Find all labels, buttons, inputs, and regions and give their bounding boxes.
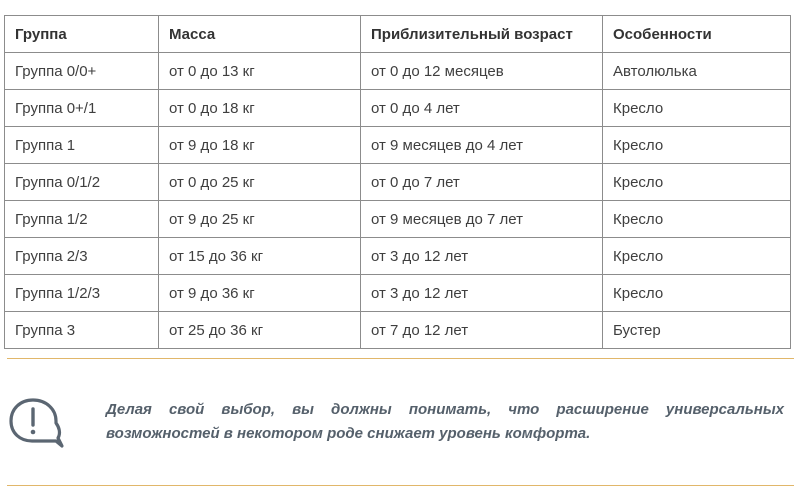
cell-mass: от 9 до 18 кг [159,127,361,164]
cell-age: от 0 до 4 лет [361,90,603,127]
table-row [5,53,791,90]
table-row [5,312,791,349]
divider-bottom [7,485,794,486]
header-group: Группа [5,16,159,53]
cell-group: Группа 1/2/3 [5,275,159,312]
divider-top [7,358,794,359]
cell-features: Кресло [603,127,791,164]
cell-age: от 3 до 12 лет [361,275,603,312]
table-header-row [5,16,791,53]
cell-age: от 7 до 12 лет [361,312,603,349]
cell-features: Кресло [603,238,791,275]
cell-group: Группа 1/2 [5,201,159,238]
exclamation-speech-bubble-icon [8,397,64,449]
cell-group: Группа 1 [5,127,159,164]
header-features: Особенности [603,16,791,53]
cell-age: от 0 до 12 месяцев [361,53,603,90]
table-row [5,275,791,312]
cell-age: от 9 месяцев до 7 лет [361,201,603,238]
header-mass: Масса [159,16,361,53]
cell-features: Кресло [603,164,791,201]
cell-mass: от 0 до 18 кг [159,90,361,127]
cell-age: от 9 месяцев до 4 лет [361,127,603,164]
table-row [5,90,791,127]
cell-group: Группа 3 [5,312,159,349]
cell-group: Группа 0+/1 [5,90,159,127]
table-row [5,164,791,201]
table-row [5,127,791,164]
cell-features: Бустер [603,312,791,349]
cell-features: Кресло [603,201,791,238]
cell-features: Кресло [603,90,791,127]
cell-mass: от 9 до 25 кг [159,201,361,238]
cell-features: Кресло [603,275,791,312]
cell-age: от 0 до 7 лет [361,164,603,201]
cell-age: от 3 до 12 лет [361,238,603,275]
cell-group: Группа 0/0+ [5,53,159,90]
note-text: Делая свой выбор, вы должны понимать, что расширение универсальных возможностей в некотором роде снижает уровень комфорта. [106,401,784,442]
cell-mass: от 0 до 13 кг [159,53,361,90]
cell-group: Группа 0/1/2 [5,164,159,201]
cell-mass: от 25 до 36 кг [159,312,361,349]
cell-mass: от 9 до 36 кг [159,275,361,312]
cell-mass: от 0 до 25 кг [159,164,361,201]
weight-group-table [4,15,791,349]
header-age: Приблизительный возраст [361,16,603,53]
table-row [5,201,791,238]
table-row [5,238,791,275]
cell-features: Автолюлька [603,53,791,90]
cell-group: Группа 2/3 [5,238,159,275]
cell-mass: от 15 до 36 кг [159,238,361,275]
